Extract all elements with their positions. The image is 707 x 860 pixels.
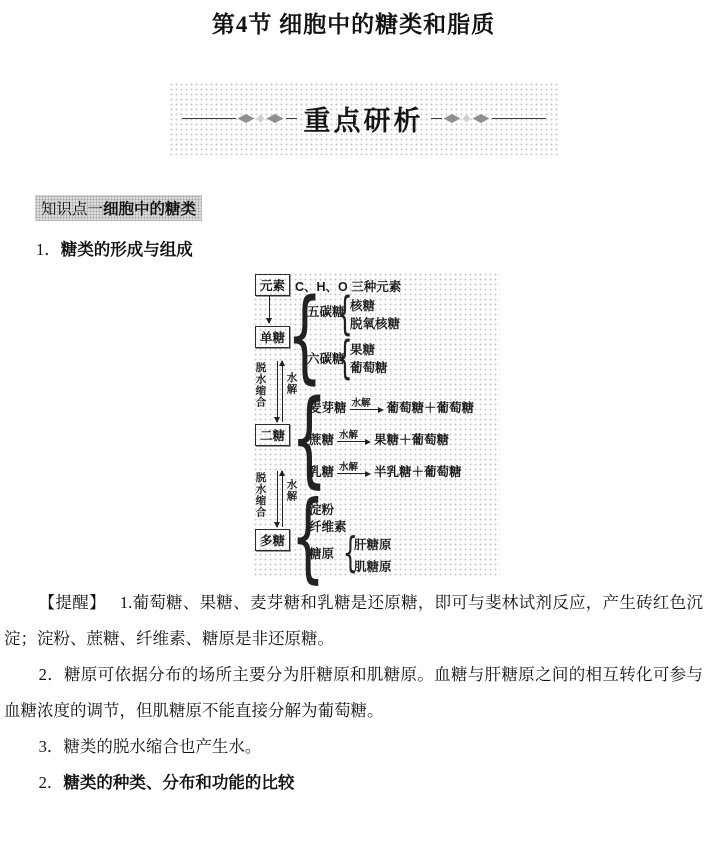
ornament-line bbox=[286, 118, 297, 120]
diamond-icon bbox=[267, 114, 284, 123]
subheading-text: 糖类的形成与组成 bbox=[60, 241, 193, 259]
hydrolysis-arrow-icon bbox=[337, 464, 371, 478]
page-title: 第4节 细胞中的糖类和脂质 bbox=[211, 12, 496, 37]
arrow-label: 水解 bbox=[339, 430, 359, 441]
polysaccharide-box: 多糖 bbox=[255, 529, 290, 551]
down-arrow-icon bbox=[269, 296, 270, 323]
pentose-label: 五碳糖 bbox=[307, 305, 345, 319]
reaction-row bbox=[309, 462, 462, 480]
sugar-classification-diagram bbox=[253, 272, 500, 578]
down-arrow-icon bbox=[277, 361, 278, 422]
arrow-label: 水解 bbox=[351, 398, 371, 409]
glycogen-label: 糖原 bbox=[309, 547, 335, 561]
banner-title: 重点研析 bbox=[303, 106, 424, 136]
paragraph-water: 3．糖类的脱水缩合也产生水。 bbox=[38, 737, 262, 756]
hydrolysis-label: 水解 bbox=[285, 479, 298, 502]
reminder-paragraph bbox=[4, 585, 703, 657]
arrow-label: 水解 bbox=[339, 462, 359, 473]
products: 果糖＋葡萄糖 bbox=[374, 433, 450, 447]
hexose-label: 六碳糖 bbox=[307, 352, 345, 366]
products: 半乳糖＋葡萄糖 bbox=[374, 465, 462, 479]
diamond-icon bbox=[238, 114, 255, 123]
knowledge-point-title: 细胞中的糖类 bbox=[103, 201, 197, 218]
key-points-banner bbox=[169, 82, 558, 155]
subheading-comparison bbox=[4, 765, 703, 801]
condensation-label: 脱水缩合 bbox=[254, 362, 267, 408]
reaction-row bbox=[309, 398, 474, 416]
small-diamond-icon bbox=[257, 115, 265, 123]
paragraph-glycogen: 2．糖原可依据分布的场所主要分为肝糖原和肌糖原。血糖与肝糖原之间的相互转化可参与血糖浓度的调节，但肌糖原不能直接分解为葡萄糖。 bbox=[4, 665, 703, 720]
subheading-number: 2． bbox=[38, 773, 64, 792]
up-arrow-icon bbox=[282, 471, 283, 527]
products: 葡萄糖＋葡萄糖 bbox=[386, 401, 475, 415]
knowledge-point-prefix: 知识点一 bbox=[41, 201, 104, 218]
condensation-label: 脱水缩合 bbox=[254, 472, 267, 518]
subheading-number: 1． bbox=[36, 240, 61, 259]
subheading-formation bbox=[36, 236, 193, 260]
small-diamond-icon bbox=[463, 115, 471, 123]
hydrolysis-arrow-icon bbox=[350, 400, 384, 414]
polysaccharide-item: 淀粉 bbox=[309, 503, 335, 517]
diamond-icon bbox=[473, 114, 490, 123]
reactant: 乳糖 bbox=[309, 465, 335, 479]
up-arrow-icon bbox=[282, 361, 283, 422]
hydrolysis-arrow-icon bbox=[337, 432, 371, 446]
banner-row bbox=[169, 82, 558, 155]
pentose-item: 核糖 bbox=[350, 299, 376, 313]
element-description: C、H、O 三种元素 bbox=[295, 280, 402, 294]
glycogen-item: 肌糖原 bbox=[354, 560, 392, 574]
reactant: 蔗糖 bbox=[309, 433, 335, 447]
body-paragraphs bbox=[4, 585, 703, 801]
diamond-icon bbox=[444, 114, 461, 123]
ornament-line bbox=[182, 118, 236, 120]
hydrolysis-label: 水解 bbox=[285, 372, 298, 395]
ornament-line bbox=[492, 118, 546, 120]
subheading-text: 糖类的种类、分布和功能的比较 bbox=[63, 774, 295, 792]
reminder-text: 1.葡萄糖、果糖、麦芽糖和乳糖是还原糖，即可与斐林试剂反应，产生砖红色沉淀；淀粉、蔗糖、纤维素、糖原是非还原糖。 bbox=[4, 593, 704, 648]
reaction-row bbox=[309, 430, 449, 448]
down-arrow-icon bbox=[277, 471, 278, 527]
reminder-label: 【提醒】 bbox=[38, 593, 106, 612]
reactant: 麦芽糖 bbox=[309, 401, 347, 415]
disaccharide-box: 二糖 bbox=[255, 424, 290, 446]
monosaccharide-box: 单糖 bbox=[255, 326, 290, 348]
hexose-item: 葡萄糖 bbox=[350, 361, 388, 375]
element-box: 元素 bbox=[255, 274, 290, 296]
knowledge-point-heading bbox=[35, 195, 202, 221]
hexose-item: 果糖 bbox=[350, 343, 376, 357]
banner-left-ornament bbox=[182, 114, 297, 123]
banner-right-ornament bbox=[431, 114, 546, 123]
pentose-item: 脱氧核糖 bbox=[350, 317, 401, 331]
glycogen-item: 肝糖原 bbox=[354, 538, 392, 552]
polysaccharide-item: 纤维素 bbox=[309, 520, 347, 534]
ornament-line bbox=[431, 118, 442, 120]
